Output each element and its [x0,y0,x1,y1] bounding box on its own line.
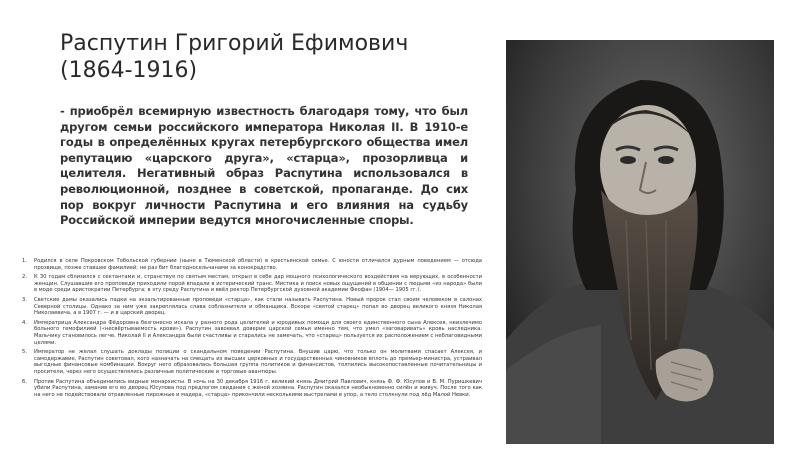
list-item: Против Распутина объединились видные монархисты. В ночь на 30 декабря 1916 г. великий князь Дмитрий Павлович, князь Ф. Ф. Юсупов и В. М. Пуришкевич убили Распутина, заманив его во дворец Юсупова под предлогом свидания с женой хозяина. Распутин оказался необыкновенно силён и живуч. После того как на него не подействовали отравленные пирожные и мадера, «старца» прикончили несколькими выстрелами в упор, а тело столкнули под лёд Малой Невки. [34,378,482,398]
list-item: Родился в селе Покровском Тобольской губернии (ныне в Тюменской области) в крестьянской семье. С юности отличался дурным поведением — отсюда прозвище, позже ставшее фамилией; не раз бит благодносельчанами за конокрадство. [34,258,482,271]
title-name: Распутин Григорий Ефимович [60,31,409,56]
slide-title [60,30,480,84]
list-item: Императрица Александра Фёдоровна безгонесно искала у разного рода целителей и юродивых помощи для своего единственного сына Алексея, неизлечимо больного гемофилией («несвёртываемость крови»). Распутин завоевал доверие царской семьи именно тем, что умел «заговаривать» кровь наследника. Мальчику становилось легче, Николай II и Александра были счастливы и старались не замечать, что «старец» пользуется их расположением с неблаговидными целями. [34,319,482,346]
title-years: (1864-1916) [60,58,198,83]
portrait-illustration [506,40,774,444]
list-item: Император не желал слушать доклады полиции о скандальном поведении Распутина. Внушив царю, что только он молитвами спасает Алексея, и самодержавие, Распутин советовал, кого назначать на смещать из высших церковных и государственных чиновников вплоть до премьер-министра, устраивал выгодные финансовые комбинации. Вокруг него образовалась большая группа политиков и финансистов, толпились высокопоставленные почитательницы и просители, через него осуществлялись различные политические и торговые авантюры. [34,349,482,375]
portrait-photo [506,40,774,444]
list-item: К 30 годам сблизился с сектантами и, странствуя по святым местам, открыл в себе дар мощного психологического воздействия на верующих, в особенности женщин. Слушавшие его проповеди приходили порой впадали в истерический транс. Мистика и поиск новых ощущений в общении с людьми «из народа» были в моде среди аристократии Петербурга; в эту среду Распутина и ввёл ректор Петербургской духовной академии Феофан (1904— 1905 гг.). [34,274,482,294]
list-item: Светские дамы оказались падки на экзальтированные проповеди «старца», как стали называть Распутина. Новый пророк стал своим человеком в салонах Северной столицы. Однако за ним уже закреплялась слава соблазнителя и обманщика. Вскоре «святой старец» попал во дворец великого князя Николая Николаевича, а в 1907 г. — и в царский дворец. [34,296,482,317]
footnotes-list [20,258,482,401]
main-paragraph: - приобрёл всемирную известность благодаря тому, что был другом семьи российского императора Николая II. В 1910-е годы в определённых кругах петербургского общества имел репутацию «царского друга», «старца», прозорливца и целителя. Негативный образ Распутина использовался в революционной, позднее в советской, пропаганде. До сих пор вокруг личности Распутина и его влияния на судьбу Российской империи ведутся многочисленные споры. [60,104,468,228]
